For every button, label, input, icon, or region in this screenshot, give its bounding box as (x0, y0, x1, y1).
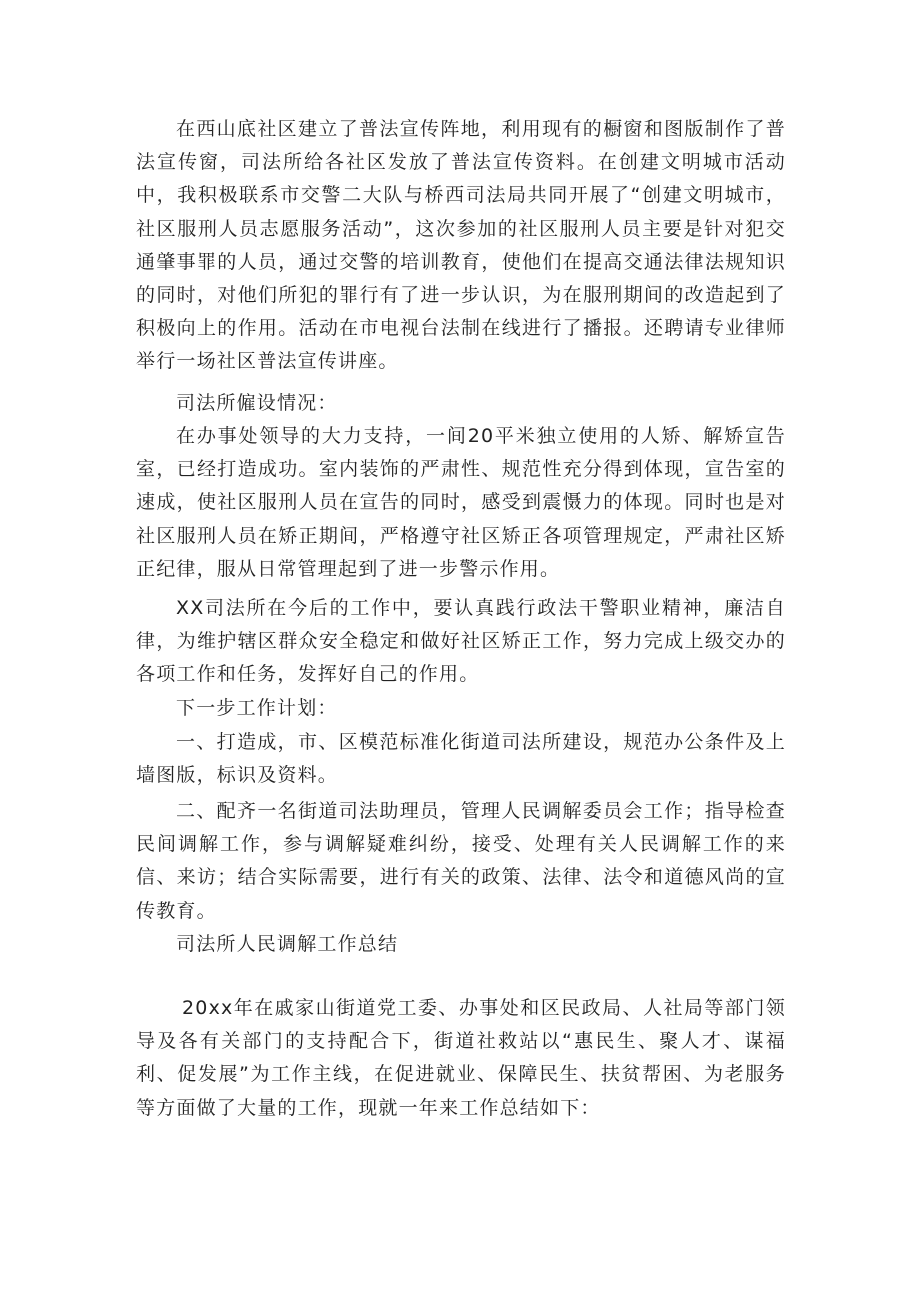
paragraph-announcement-room: 在办事处领导的大力支持，一间20平米独立使用的人矫、解矫宣告室，已经打造成功。室内装饰的严肃性、规范性充分得到体现，宣告室的速成，使社区服刑人员在宣告的同时，感受到震慑力的体现。同时也是对社区服刑人员在矫正期间，严格遵守社区矫正各项管理规定，严肃社区矫正纪律，服从日常管理起到了进一步警示作用。 (136, 425, 786, 580)
paragraph-intro: 20xx年在戚家山街道党工委、办事处和区民政局、人社局等部门领导及各有关部门的支持配合下，街道社救站以“惠民生、聚人才、谋福利、促发展”为工作主线，在促进就业、保障民生、扶贫帮困、为老服务等方面做了大量的工作，现就一年来工作总结如下： (136, 997, 786, 1119)
paragraph-plan-item-1: 一、打造成，市、区模范标准化街道司法所建设，规范办公条件及上墙图版，标识及资料。 (136, 731, 786, 787)
paragraph-next-plan-heading: 下一步工作计划： (176, 697, 338, 719)
paragraph-plan-item-2: 二、配齐一名街道司法助理员，管理人民调解委员会工作；指导检查民间调解工作，参与调解疑难纠纷，接受、处理有关人民调解工作的来信、来访；结合实际需要，进行有关的政策、法律、法令和道德风尚的宣传教育。 (136, 800, 786, 922)
paragraph-legal-publicity: 在西山底社区建立了普法宣传阵地，利用现有的橱窗和图版制作了普法宣传窗，司法所给各社区发放了普法宣传资料。在创建文明城市活动中，我积极联系市交警二大队与桥西司法局共同开展了“创建文明城市，社区服刑人员志愿服务活动”，这次参加的社区服刑人员主要是针对犯交通肇事罪的人员，通过交警的培训教育，使他们在提高交通法律法规知识的同时，对他们所犯的罪行有了进一步认识，为在服刑期间的改造起到了积极向上的作用。活动在市电视台法制在线进行了播报。还聘请专业律师举行一场社区普法宣传讲座。 (136, 118, 786, 373)
paragraph-future-work: XX司法所在今后的工作中，要认真践行政法干警职业精神，廉洁自律，为维护辖区群众安全稳定和做好社区矫正工作，努力完成上级交办的各项工作和任务，发挥好自己的作用。 (136, 597, 786, 686)
paragraph-construction-heading: 司法所僱设情况： (176, 392, 338, 414)
section-title: 司法所人民调解工作总结 (176, 933, 399, 955)
